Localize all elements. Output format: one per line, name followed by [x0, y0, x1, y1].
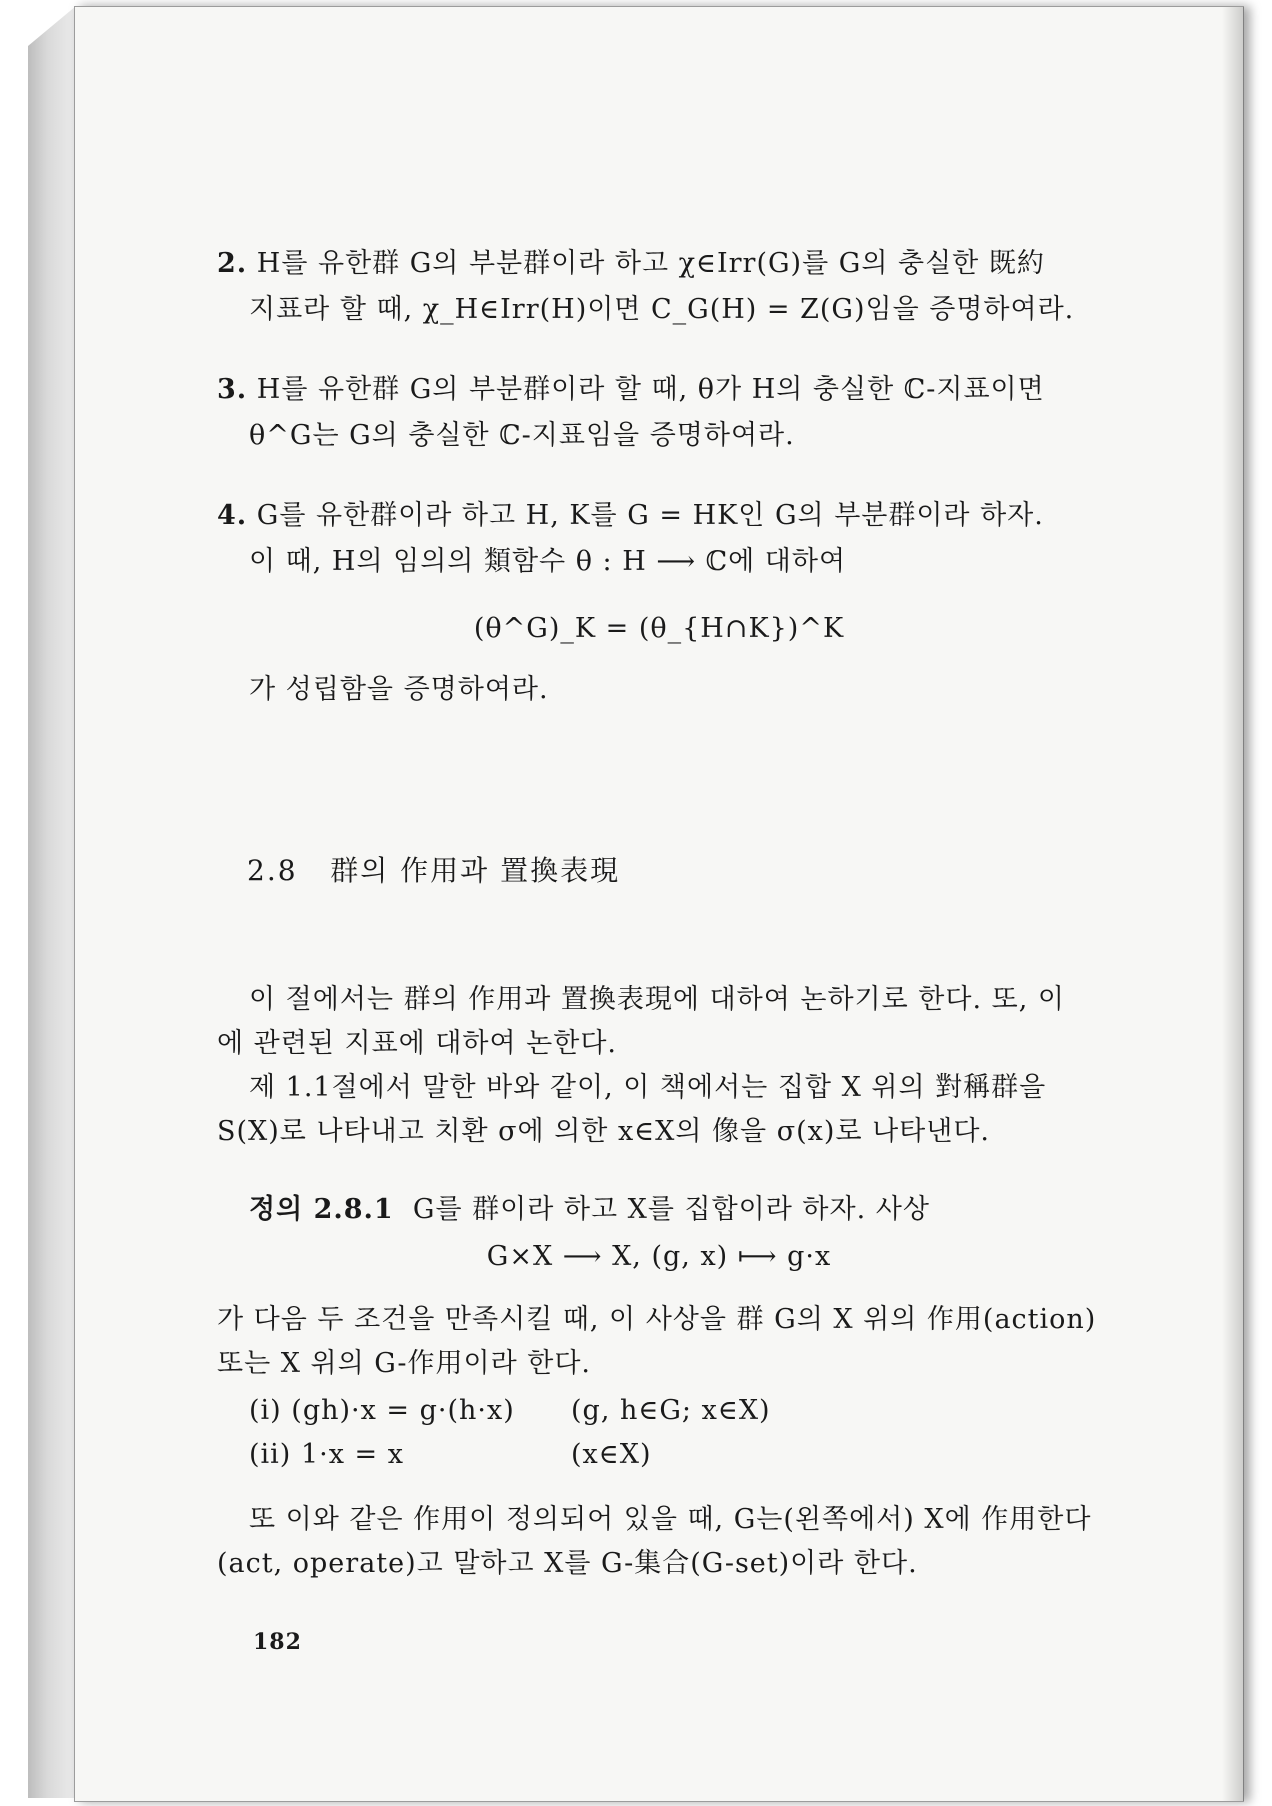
- exercise-text: G를 유한群이라 하고 H, K를 G = HK인 G의 부분群이라 하자.: [256, 500, 1044, 531]
- exercise-number: 4.: [217, 500, 248, 531]
- exercise-3-line-2: θ^G는 G의 충실한 ℂ-지표임을 증명하여라.: [249, 420, 795, 451]
- condition-formula: 1·x = x: [300, 1439, 404, 1470]
- condition-label: (ii): [249, 1439, 292, 1470]
- intro-line-2: 에 관련된 지표에 대하여 논한다.: [217, 1028, 617, 1059]
- condition-2: [249, 1439, 404, 1470]
- definition-line-1: [249, 1187, 930, 1226]
- definition-text: G를 群이라 하고 X를 집합이라 하자. 사상: [412, 1194, 930, 1225]
- condition-2-domain: (x∈X): [571, 1439, 652, 1470]
- section-heading: [247, 849, 620, 889]
- definition-line-2: 가 다음 두 조건을 만족시킬 때, 이 사상을 群 G의 X 위의 作用(action): [217, 1304, 1097, 1335]
- exercise-4-line-2: 이 때, H의 임의의 類함수 θ : H ⟶ ℂ에 대하여: [249, 546, 847, 577]
- definition-label: 정의 2.8.1: [249, 1194, 394, 1225]
- intro-line-3: 제 1.1절에서 말한 바와 같이, 이 책에서는 집합 X 위의 對稱群을: [249, 1072, 1047, 1103]
- closing-line-1: 또 이와 같은 作用이 정의되어 있을 때, G는(왼쪽에서) X에 作用한다: [249, 1504, 1092, 1535]
- intro-line-1: 이 절에서는 群의 作用과 置換表現에 대하여 논하기로 한다. 또, 이: [249, 984, 1065, 1015]
- page-edge-shadow: [1222, 7, 1244, 1801]
- exercise-2-line-2: 지표라 할 때, χ_H∈Irr(H)이면 C_G(H) = Z(G)임을 증명하여라.: [249, 294, 1075, 325]
- condition-1: [249, 1395, 515, 1426]
- exercise-number: 3.: [217, 374, 248, 405]
- exercise-4-conclusion: 가 성립함을 증명하여라.: [249, 674, 549, 705]
- page-number: 182: [253, 1629, 302, 1655]
- exercise-number: 2.: [217, 248, 248, 279]
- condition-formula: (gh)·x = g·(h·x): [291, 1395, 515, 1426]
- exercise-3-line-1: [217, 367, 1045, 406]
- exercise-4-formula: (θ^G)_K = (θ_{H∩K})^K: [473, 613, 845, 644]
- exercise-text: H를 유한群 G의 부분群이라 할 때, θ가 H의 충실한 ℂ-지표이면: [256, 374, 1045, 405]
- condition-1-domain: (g, h∈G; x∈X): [571, 1395, 771, 1426]
- closing-line-2: (act, operate)고 말하고 X를 G-集合(G-set)이라 한다.: [217, 1548, 918, 1579]
- book-spine: [28, 6, 76, 1798]
- intro-line-4: S(X)로 나타내고 치환 σ에 의한 x∈X의 像을 σ(x)로 나타낸다.: [217, 1116, 991, 1147]
- section-title: 群의 作用과 置換表現: [330, 854, 621, 887]
- condition-label: (i): [249, 1395, 282, 1426]
- definition-line-3: 또는 X 위의 G-作用이라 한다.: [217, 1348, 591, 1379]
- exercise-2-line-1: [217, 241, 1045, 280]
- definition-map: G×X ⟶ X, (g, x) ⟼ g·x: [486, 1241, 832, 1272]
- section-number: 2.8: [247, 854, 298, 887]
- book-page: [74, 6, 1244, 1802]
- exercise-4-line-1: [217, 493, 1044, 532]
- exercise-text: H를 유한群 G의 부분群이라 하고 χ∈Irr(G)를 G의 충실한 既約: [256, 248, 1045, 279]
